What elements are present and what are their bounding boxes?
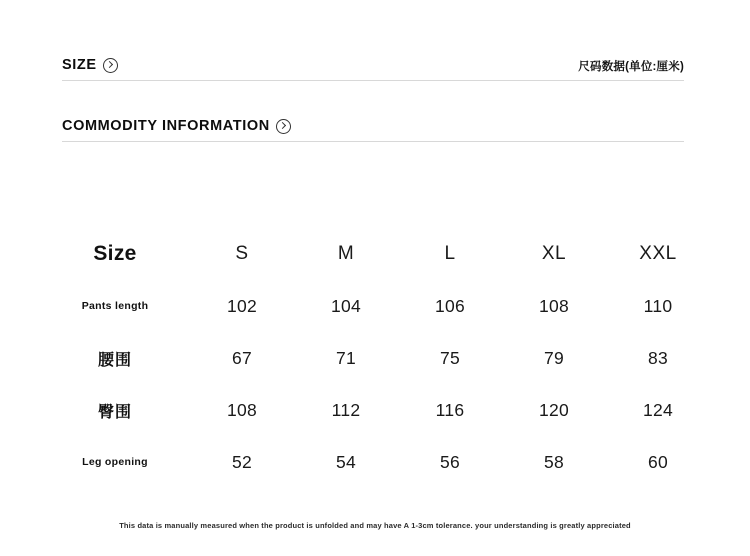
row-label-pants-length: Pants length [81, 300, 149, 312]
cell-waist-l: 75 [439, 347, 461, 368]
commodity-section-title-wrap [62, 119, 291, 134]
row-label-waist: 腰围 [97, 351, 132, 369]
cell-hip-m: 112 [331, 399, 361, 420]
cell-hip-xxl: 124 [642, 399, 674, 420]
cell-hip-xl: 120 [538, 399, 570, 420]
size-unit-note: 尺码数据(单位:厘米) [578, 60, 684, 73]
cell-hip-s: 108 [226, 399, 258, 420]
chevron-right-circle-icon [276, 119, 291, 134]
table-row [40, 384, 710, 436]
cell-leg-opening-s: 52 [231, 451, 253, 472]
cell-leg-opening-xl: 58 [543, 451, 565, 472]
measurement-tolerance-footnote: This data is manually measured when the product is unfolded and may have A 1-3cm tolerance. your understanding is greatly appreciated [119, 521, 631, 530]
row-label-hip: 臀围 [97, 403, 132, 421]
cell-pants-length-xl: 108 [538, 295, 570, 316]
cell-pants-length-m: 104 [330, 295, 362, 316]
cell-hip-l: 116 [435, 399, 465, 420]
size-section-title: SIZE [62, 57, 97, 74]
cell-leg-opening-xxl: 60 [647, 451, 669, 472]
header-cell-size: Size [93, 242, 137, 265]
cell-leg-opening-l: 56 [439, 451, 461, 472]
header-cell-xl: XL [541, 243, 567, 264]
row-label-leg-opening: Leg opening [82, 456, 148, 468]
table-row [40, 280, 710, 332]
cell-waist-xxl: 83 [647, 347, 669, 368]
cell-pants-length-l: 106 [434, 295, 466, 316]
table-row [40, 332, 710, 384]
table-header-row [40, 228, 710, 280]
size-section-title-wrap [62, 58, 118, 73]
header-cell-s: S [235, 243, 249, 264]
cell-pants-length-s: 102 [226, 295, 258, 316]
size-section-header [62, 58, 684, 81]
cell-pants-length-xxl: 110 [643, 295, 673, 316]
header-cell-l: L [444, 243, 456, 264]
header-cell-xxl: XXL [639, 243, 677, 264]
commodity-information-section-header [62, 119, 684, 142]
cell-waist-s: 67 [231, 347, 253, 368]
cell-waist-xl: 79 [543, 347, 565, 368]
cell-leg-opening-m: 54 [335, 451, 357, 472]
table-row [40, 436, 710, 488]
header-cell-m: M [337, 243, 355, 264]
chevron-right-circle-icon [103, 58, 118, 73]
size-chart-table [40, 228, 710, 488]
cell-waist-m: 71 [335, 347, 357, 368]
commodity-section-title: COMMODITY INFORMATION [62, 118, 270, 135]
